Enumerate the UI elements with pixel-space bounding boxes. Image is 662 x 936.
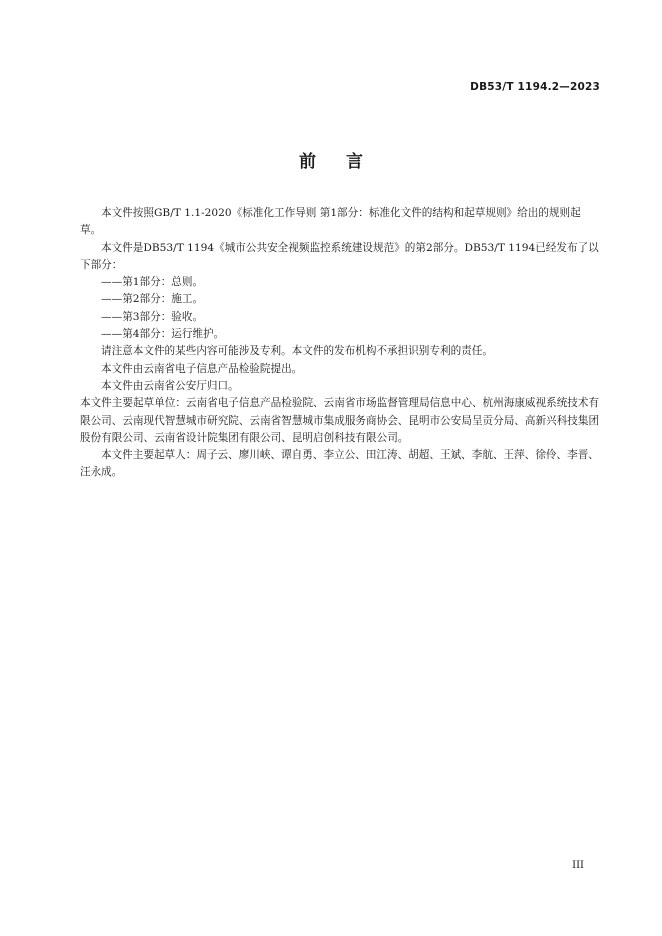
document-code: DB53/T 1194.2—2023 [470,81,600,93]
page-number: III [572,860,584,871]
paragraph-proposed-by: 本文件由云南省电子信息产品检验院提出。 [101,362,303,375]
list-item-part-1: ——第1部分：总则。 [101,276,204,289]
list-item-part-2: ——第2部分：施工。 [101,293,204,306]
paragraph-series-intro: 本文件是DB53/T 1194《城市公共安全视频监控系统建设规范》的第2部分。DB53/T 1194已经发布了以下部分： [80,241,599,271]
paragraph-drafting-rules: 本文件按照GB/T 1.1-2020《标准化工作导则 第1部分：标准化文件的结构和起草规则》给出的规则起草。 [80,207,581,237]
page-title: 前言 [299,152,393,172]
paragraph-centralized-by: 本文件由云南省公安厅归口。 [101,379,239,392]
list-item-part-4: ——第4部分：运行维护。 [101,328,225,341]
paragraph-patent-notice: 请注意本文件的某些内容可能涉及专利。本文件的发布机构不承担识别专利的责任。 [101,345,493,358]
list-item-part-3: ——第3部分：验收。 [101,310,204,323]
foreword-body [80,205,600,482]
paragraph-drafting-organizations: 本文件主要起草单位：云南省电子信息产品检验院、云南省市场监督管理局信息中心、杭州海康威视系统技术有限公司、云南现代智慧城市研究院、云南省智慧城市集成服务商协会、昆明市公安局呈贡分局、高新兴科技集团股份有限公司、云南省设计院集团有限公司、昆明启创科技有限公司。 [80,397,600,444]
paragraph-drafters: 本文件主要起草人：周子云、廖川峡、谭自勇、李立公、田江涛、胡超、王斌、李航、王萍、徐伶、李晋、汪永成。 [80,449,599,479]
